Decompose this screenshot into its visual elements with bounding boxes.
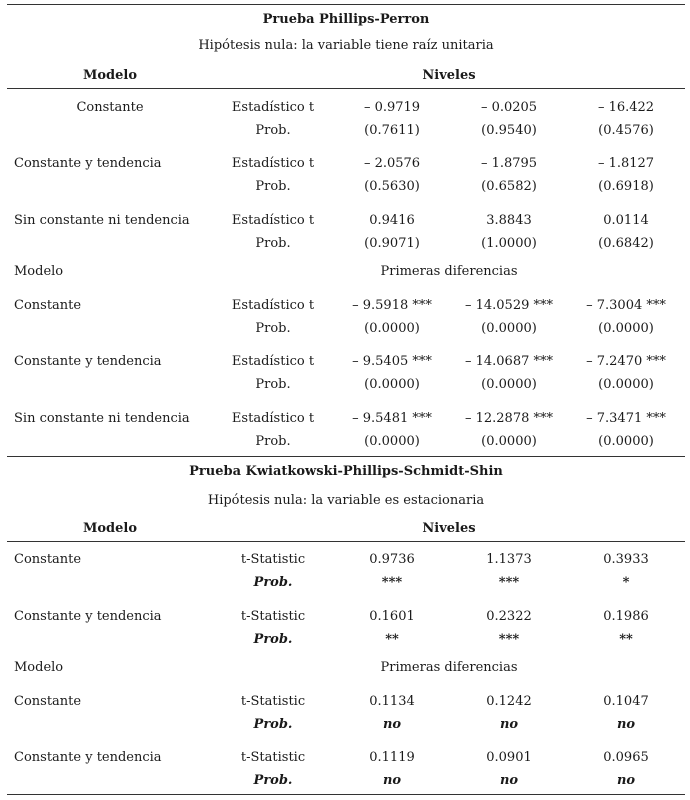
prob-label: Prob. bbox=[255, 123, 291, 138]
model-label: Constante bbox=[76, 100, 144, 115]
model-label: Sin constante ni tendencia bbox=[14, 213, 190, 228]
prob-value: *** bbox=[498, 575, 520, 590]
prob-value: no bbox=[616, 717, 636, 732]
prob-value: ** bbox=[385, 632, 399, 647]
stat-value: 1.1373 bbox=[486, 552, 532, 567]
stat-value: – 14.0529 *** bbox=[464, 298, 554, 313]
pp-diff-header-label: Primeras diferencias bbox=[380, 264, 518, 279]
prob-value: no bbox=[499, 773, 519, 788]
prob-value: (0.0000) bbox=[481, 434, 537, 449]
stat-value: 0.3933 bbox=[603, 552, 649, 567]
prob-value: *** bbox=[381, 575, 403, 590]
prob-value: no bbox=[616, 773, 636, 788]
prob-value: (0.0000) bbox=[364, 321, 420, 336]
rule-kpss-header bbox=[7, 541, 685, 542]
stat-value: 0.1986 bbox=[603, 609, 649, 624]
model-label: Constante bbox=[14, 298, 82, 313]
prob-value: * bbox=[622, 575, 630, 590]
prob-value: (0.0000) bbox=[598, 321, 654, 336]
stat-value: 0.9736 bbox=[369, 552, 415, 567]
pp-header-model: Modelo bbox=[82, 68, 138, 83]
kpss-title: Prueba Kwiatkowski-Phillips-Schmidt-Shin bbox=[189, 464, 503, 479]
prob-label: Prob. bbox=[253, 575, 293, 590]
kpss-header-model: Modelo bbox=[82, 521, 138, 536]
pp-title: Prueba Phillips-Perron bbox=[262, 12, 430, 27]
stat-label: t-Statistic bbox=[240, 750, 306, 765]
stat-value: 0.0114 bbox=[603, 213, 649, 228]
stat-value: 0.2322 bbox=[486, 609, 532, 624]
stat-value: – 12.2878 *** bbox=[464, 411, 554, 426]
prob-value: (1.0000) bbox=[481, 236, 537, 251]
stat-value: – 14.0687 *** bbox=[464, 354, 554, 369]
stat-value: 0.1242 bbox=[486, 694, 532, 709]
stat-value: 0.0901 bbox=[486, 750, 532, 765]
prob-value: *** bbox=[498, 632, 520, 647]
stat-value: 0.9416 bbox=[369, 213, 415, 228]
prob-value: (0.9540) bbox=[481, 123, 537, 138]
prob-value: (0.6918) bbox=[598, 179, 654, 194]
model-label: Sin constante ni tendencia bbox=[14, 411, 190, 426]
model-label: Constante bbox=[14, 694, 82, 709]
kpss-subtitle: Hipótesis nula: la variable es estacionaria bbox=[207, 493, 485, 508]
prob-value: no bbox=[499, 717, 519, 732]
model-label: Constante y tendencia bbox=[14, 609, 162, 624]
stat-value: 0.1134 bbox=[369, 694, 415, 709]
prob-label: Prob. bbox=[255, 321, 291, 336]
stat-value: – 16.422 bbox=[597, 100, 655, 115]
pp-header-levels: Niveles bbox=[422, 68, 476, 83]
kpss-diff-header-model: Modelo bbox=[14, 660, 64, 675]
prob-value: (0.0000) bbox=[364, 434, 420, 449]
prob-label: Prob. bbox=[255, 179, 291, 194]
prob-value: (0.9071) bbox=[364, 236, 420, 251]
pp-diff-header-model: Modelo bbox=[14, 264, 64, 279]
prob-value: (0.0000) bbox=[364, 377, 420, 392]
prob-label: Prob. bbox=[253, 632, 293, 647]
prob-value: (0.7611) bbox=[364, 123, 420, 138]
model-label: Constante y tendencia bbox=[14, 750, 162, 765]
stat-value: – 7.3004 *** bbox=[586, 298, 666, 313]
stat-value: – 9.5481 *** bbox=[352, 411, 432, 426]
prob-label: Prob. bbox=[253, 773, 293, 788]
model-label: Constante y tendencia bbox=[14, 156, 162, 171]
rule-top bbox=[7, 4, 685, 5]
stat-value: 3.8843 bbox=[486, 213, 532, 228]
stat-value: – 0.0205 bbox=[480, 100, 538, 115]
stat-label: t-Statistic bbox=[240, 694, 306, 709]
stat-value: – 2.0576 bbox=[363, 156, 421, 171]
rule-pp-header bbox=[7, 88, 685, 89]
prob-label: Prob. bbox=[253, 717, 293, 732]
stat-value: 0.1601 bbox=[369, 609, 415, 624]
model-label: Constante y tendencia bbox=[14, 354, 162, 369]
prob-label: Prob. bbox=[255, 377, 291, 392]
stat-label: Estadístico t bbox=[231, 213, 315, 228]
prob-value: (0.0000) bbox=[598, 377, 654, 392]
pp-subtitle: Hipótesis nula: la variable tiene raíz unitaria bbox=[198, 38, 494, 53]
prob-value: (0.6842) bbox=[598, 236, 654, 251]
stat-label: Estadístico t bbox=[231, 354, 315, 369]
stat-value: – 9.5405 *** bbox=[352, 354, 432, 369]
stat-label: t-Statistic bbox=[240, 609, 306, 624]
stat-value: – 9.5918 *** bbox=[352, 298, 432, 313]
prob-value: (0.6582) bbox=[481, 179, 537, 194]
kpss-header-levels: Niveles bbox=[422, 521, 476, 536]
prob-label: Prob. bbox=[255, 434, 291, 449]
stat-label: Estadístico t bbox=[231, 156, 315, 171]
stat-value: – 7.3471 *** bbox=[586, 411, 666, 426]
kpss-diff-header-label: Primeras diferencias bbox=[380, 660, 518, 675]
stat-label: t-Statistic bbox=[240, 552, 306, 567]
stat-label: Estadístico t bbox=[231, 100, 315, 115]
prob-value: (0.0000) bbox=[481, 377, 537, 392]
prob-value: ** bbox=[619, 632, 633, 647]
stat-value: – 0.9719 bbox=[363, 100, 421, 115]
stat-value: 0.1047 bbox=[603, 694, 649, 709]
prob-value: (0.4576) bbox=[598, 123, 654, 138]
stat-value: 0.1119 bbox=[369, 750, 415, 765]
prob-label: Prob. bbox=[255, 236, 291, 251]
prob-value: (0.0000) bbox=[481, 321, 537, 336]
stat-label: Estadístico t bbox=[231, 298, 315, 313]
prob-value: (0.0000) bbox=[598, 434, 654, 449]
model-label: Constante bbox=[14, 552, 82, 567]
stat-label: Estadístico t bbox=[231, 411, 315, 426]
prob-value: (0.5630) bbox=[364, 179, 420, 194]
rule-bottom bbox=[7, 794, 685, 795]
stat-value: – 7.2470 *** bbox=[586, 354, 666, 369]
stat-value: – 1.8127 bbox=[597, 156, 655, 171]
stat-value: – 1.8795 bbox=[480, 156, 538, 171]
stat-value: 0.0965 bbox=[603, 750, 649, 765]
prob-value: no bbox=[382, 773, 402, 788]
rule-section-divider bbox=[7, 456, 685, 457]
prob-value: no bbox=[382, 717, 402, 732]
